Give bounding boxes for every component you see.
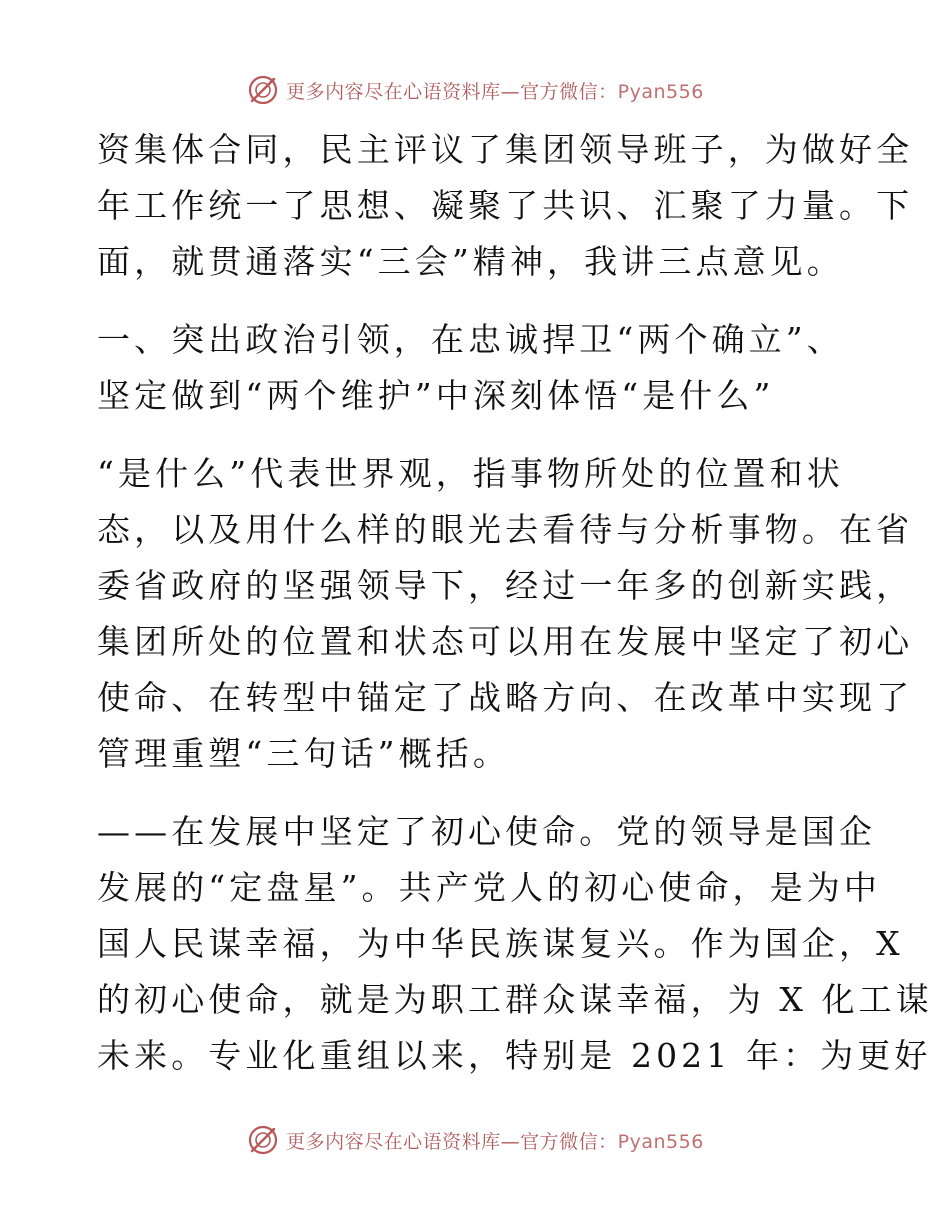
text-line: 使命、在转型中锚定了战略方向、在改革中实现了 <box>97 678 914 717</box>
text-line: 管理重塑“三句话”概括。 <box>97 734 510 773</box>
text-line: 面，就贯通落实“三会”精神，我讲三点意见。 <box>97 242 844 281</box>
text-line: 未来。专业化重组以来，特别是 2021 年：为更好 <box>97 1036 932 1075</box>
text-line: 的初心使命，就是为职工群众谋幸福，为 X 化工谋 <box>97 980 933 1019</box>
text-line: 委省政府的坚强领导下，经过一年多的创新实践， <box>97 566 914 605</box>
text-line: “是什么”代表世界观，指事物所处的位置和状 <box>97 454 844 493</box>
text-line: 国人民谋幸福，为中华民族谋复兴。作为国企，X <box>97 924 904 963</box>
text-line: 集团所处的位置和状态可以用在发展中坚定了初心 <box>97 622 914 661</box>
paragraph-4 <box>97 804 933 1084</box>
watermark-text: 更多内容尽在心语资料库—官方微信：Pyan556 <box>286 80 704 103</box>
section-heading <box>97 312 857 424</box>
header-watermark-banner <box>0 70 950 110</box>
watermark-text: 更多内容尽在心语资料库—官方微信：Pyan556 <box>286 1130 704 1153</box>
wechat-handle: Pyan556 <box>617 80 704 103</box>
brand-logo-icon <box>246 73 280 107</box>
text-line: 一、突出政治引领，在忠诚捍卫“两个确立”、 <box>97 320 844 359</box>
text-line: 坚定做到“两个维护”中深刻体悟“是什么” <box>97 376 775 415</box>
paragraph-1 <box>97 122 914 290</box>
text-line: 资集体合同，民主评议了集团领导班子，为做好全 <box>97 130 914 169</box>
paragraph-3 <box>97 446 914 782</box>
footer-watermark-banner <box>0 1120 950 1160</box>
brand-logo-icon <box>246 1123 280 1157</box>
text-line: 态，以及用什么样的眼光去看待与分析事物。在省 <box>97 510 914 549</box>
wechat-handle: Pyan556 <box>617 1130 704 1153</box>
document-body <box>97 122 933 1084</box>
text-line: 发展的“定盘星”。共产党人的初心使命，是为中 <box>97 868 881 907</box>
text-line: 年工作统一了思想、凝聚了共识、汇聚了力量。下 <box>97 186 914 225</box>
text-line: ——在发展中坚定了初心使命。党的领导是国企 <box>97 812 877 851</box>
